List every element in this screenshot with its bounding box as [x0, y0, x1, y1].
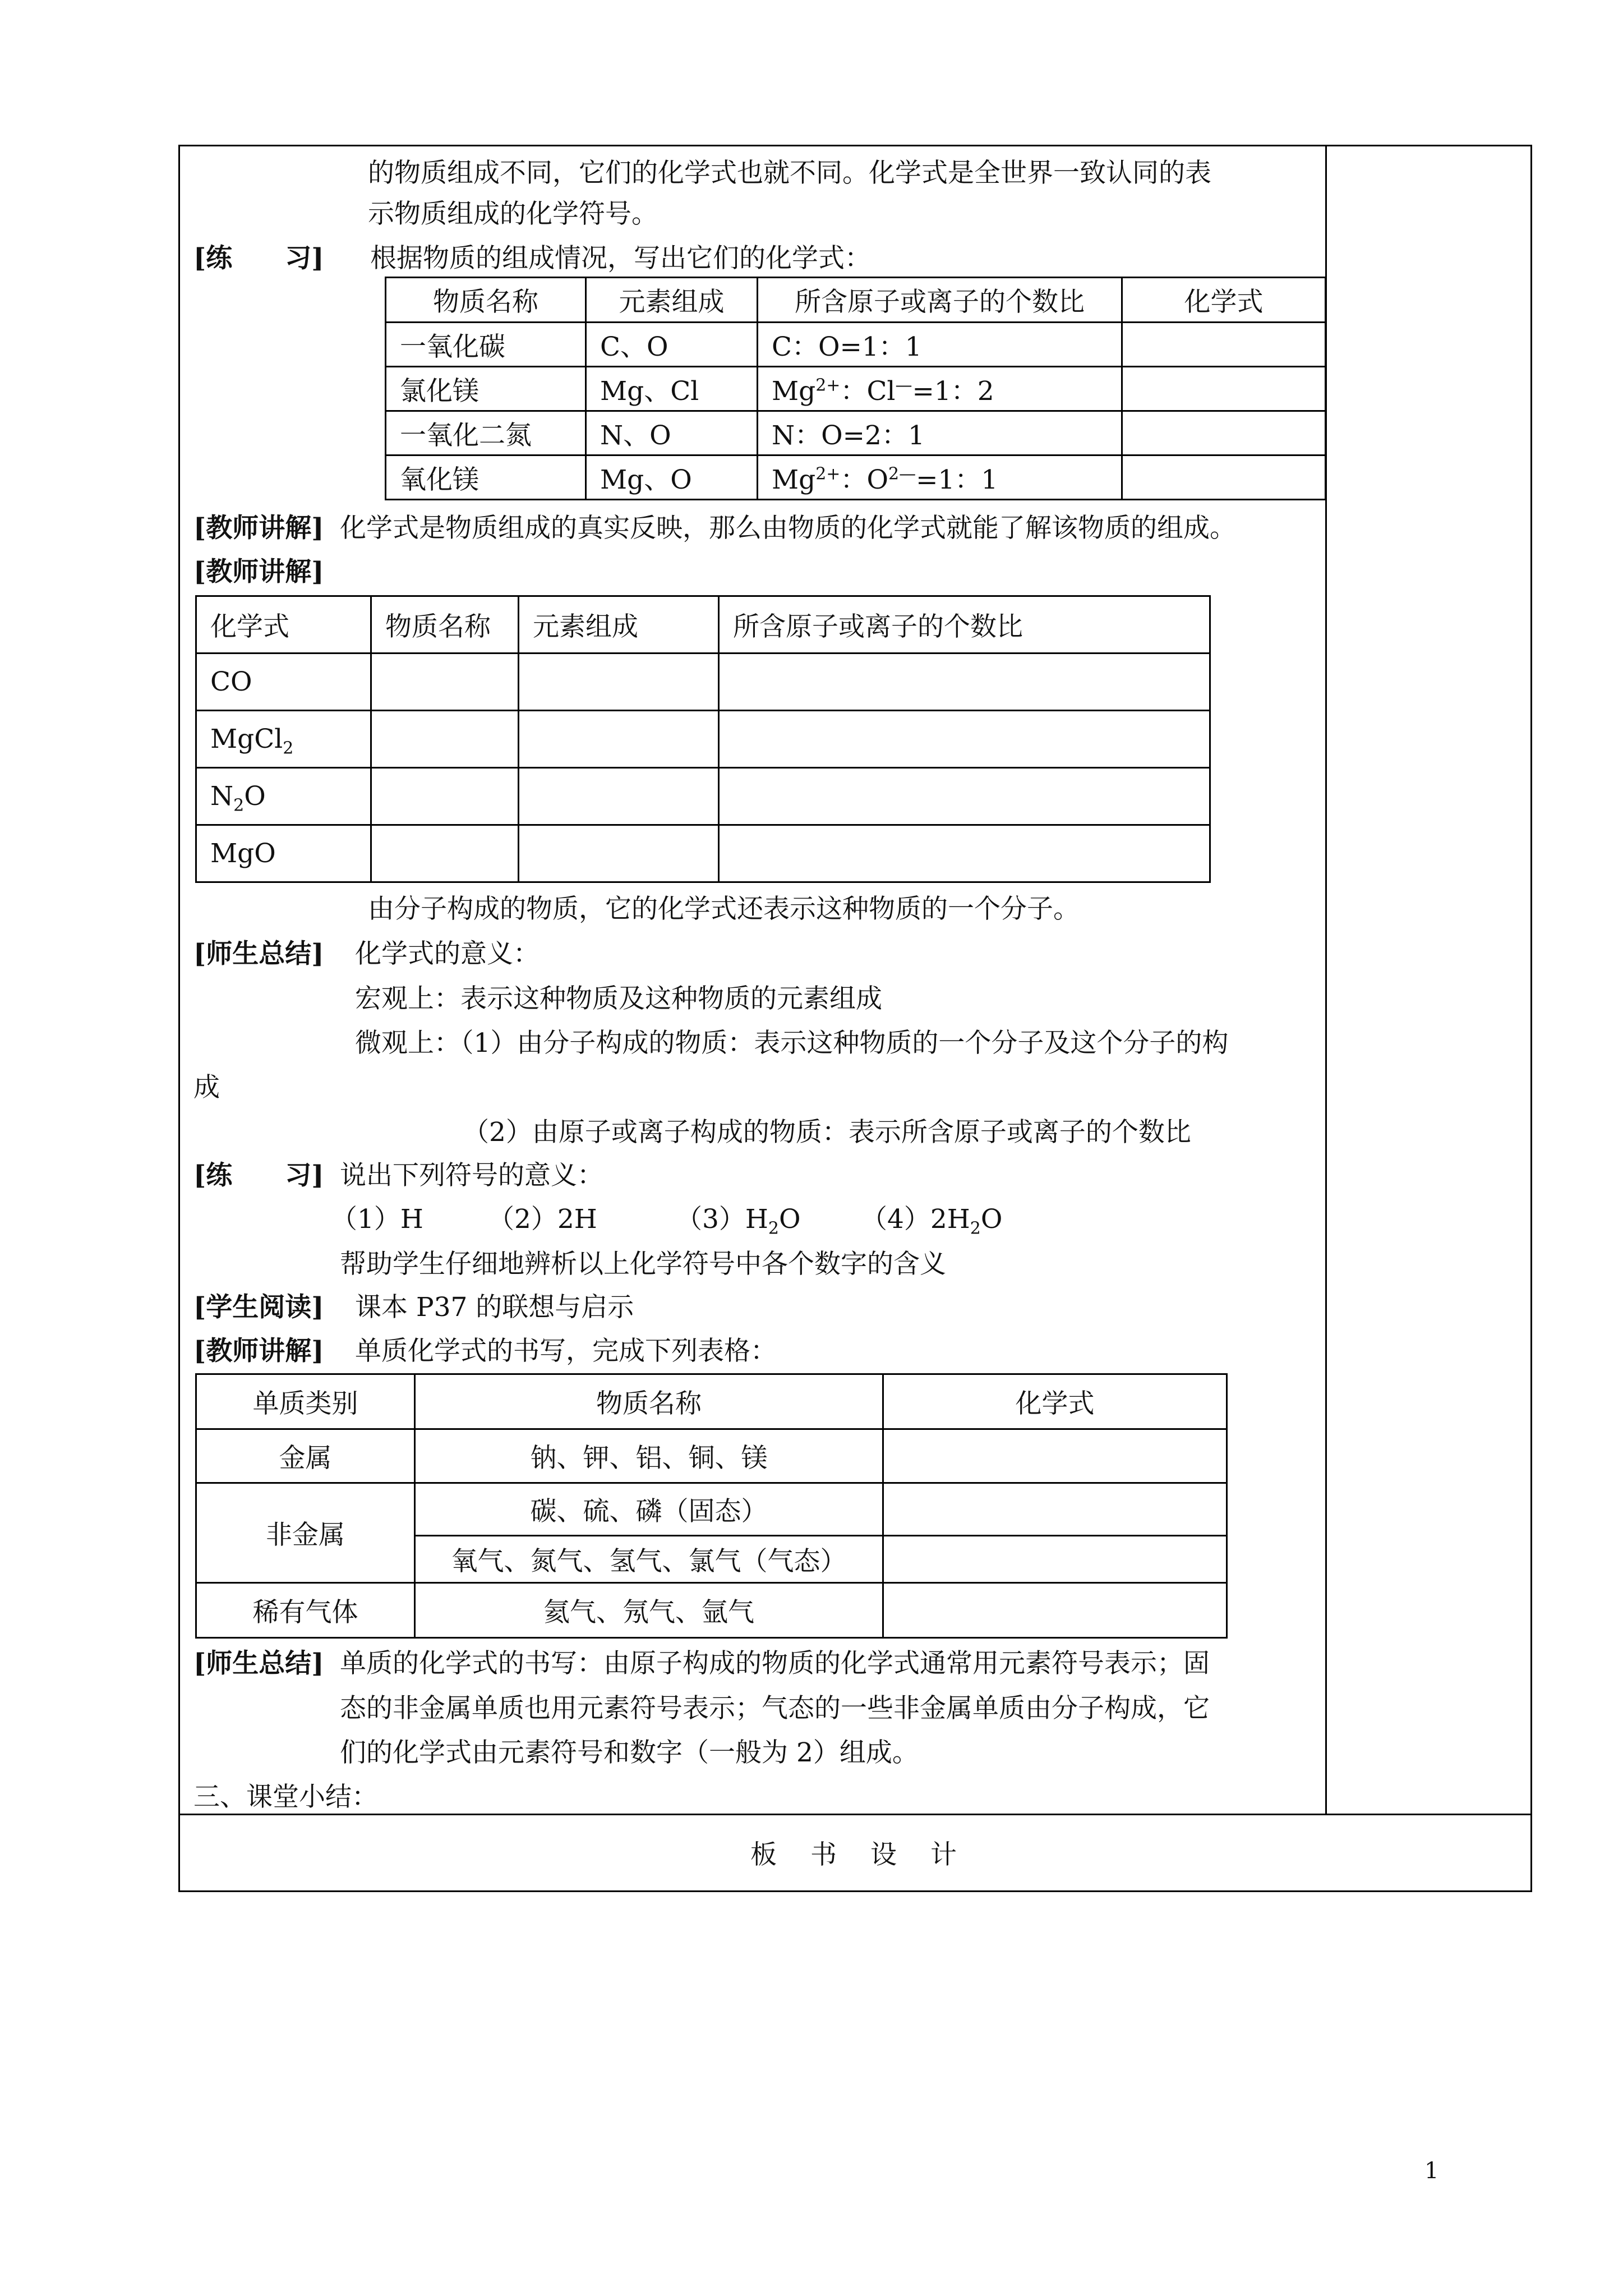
name-blank[interactable]: [371, 768, 519, 825]
macro-meaning: 宏观上：表示这种物质及这种物质的元素组成: [355, 983, 882, 1014]
ratio-blank[interactable]: [719, 654, 1210, 711]
element-composition: C、O: [586, 323, 758, 367]
substance-name: 一氧化碳: [386, 323, 586, 367]
header-cell: 所含原子或离子的个数比: [758, 278, 1122, 323]
header-cell: 物质名称: [386, 278, 586, 323]
header-cell: 物质名称: [371, 596, 519, 654]
summary-label: [师生总结]: [193, 1648, 324, 1679]
element-formula-table: [195, 1373, 1228, 1639]
category-cell: 非金属: [196, 1483, 415, 1583]
table-row: [386, 411, 1326, 455]
table-row: [386, 367, 1326, 411]
formula-blank[interactable]: [883, 1536, 1227, 1583]
formula-blank[interactable]: [883, 1429, 1227, 1483]
symbol-4: $(4)2H_2O$: [861, 1204, 1003, 1239]
practice-text: 根据物质的组成情况，写出它们的化学式：: [370, 243, 871, 274]
micro-meaning-2: （2）由原子或离子构成的物质：表示所含原子或离子的个数比: [463, 1117, 1191, 1148]
table-row: [196, 1583, 1227, 1638]
element-composition: Mg、O: [586, 455, 758, 500]
formula-blank[interactable]: [1122, 411, 1326, 455]
summary-line-1: 单质的化学式的书写：由原子构成的物质的化学式通常用元素符号表示；固: [340, 1648, 1210, 1679]
composition-table: [385, 277, 1326, 500]
ratio-blank[interactable]: [719, 711, 1210, 768]
substance-names: 氦气、氖气、氩气: [415, 1583, 883, 1638]
reading-text: 课本 P37 的联想与启示: [355, 1292, 634, 1323]
formula-blank[interactable]: [883, 1483, 1227, 1536]
ratio-blank[interactable]: [719, 768, 1210, 825]
ion-ratio: $Mg^{2+}$：Cl—=1：2: [758, 367, 1122, 411]
composition-blank[interactable]: [519, 825, 719, 882]
header-cell: 物质名称: [415, 1374, 883, 1429]
micro-meaning-1: 微观上：（1）由分子构成的物质：表示这种物质的一个分子及这个分子的构: [355, 1028, 1229, 1059]
substance-names: 碳、硫、磷（固态）: [415, 1483, 883, 1536]
symbol-1: （1）H: [331, 1204, 423, 1235]
substance-name: 氧化镁: [386, 455, 586, 500]
teacher-label: [教师讲解]: [193, 513, 324, 544]
atom-ratio: N：O=2：1: [758, 411, 1122, 455]
table-row: [196, 825, 1210, 882]
molecule-note: 由分子构成的物质，它的化学式还表示这种物质的一个分子。: [368, 894, 1080, 924]
name-blank[interactable]: [371, 711, 519, 768]
formula-blank[interactable]: [883, 1583, 1227, 1638]
practice-label: [练 习]: [193, 1160, 324, 1191]
intro-line-2: 示物质组成的化学符号。: [368, 199, 658, 229]
summary-text: 化学式的意义：: [355, 938, 540, 969]
help-text: 帮助学生仔细地辨析以上化学符号中各个数字的含义: [340, 1249, 946, 1280]
symbol-2: （2）2H: [488, 1204, 597, 1235]
substance-name: 一氧化二氮: [386, 411, 586, 455]
summary-line-3: 们的化学式由元素符号和数字（一般为 2）组成。: [340, 1737, 919, 1768]
substance-names: 钠、钾、铝、铜、镁: [415, 1429, 883, 1483]
table-row: [196, 768, 1210, 825]
practice-label: [练 习]: [193, 243, 324, 274]
category-cell: 金属: [196, 1429, 415, 1483]
formula-cell: CO: [196, 654, 371, 711]
formula-cell: MgCl$_2$: [196, 711, 371, 768]
table-row: [196, 711, 1210, 768]
table-row: [196, 1483, 1227, 1536]
teacher-label: [教师讲解]: [193, 556, 324, 587]
table-row: [196, 1429, 1227, 1483]
composition-blank[interactable]: [519, 768, 719, 825]
name-blank[interactable]: [371, 654, 519, 711]
micro-meaning-1-cont: 成: [193, 1072, 220, 1103]
right-column-frame: [1325, 145, 1532, 1815]
table-row: [386, 323, 1326, 367]
composition-blank[interactable]: [519, 711, 719, 768]
teacher-label: [教师讲解]: [193, 1336, 324, 1366]
table-row: [386, 455, 1326, 500]
section-3-heading: 三、课堂小结：: [193, 1782, 378, 1812]
formula-cell: $N_2O$: [196, 768, 371, 825]
header-cell: 所含原子或离子的个数比: [719, 596, 1210, 654]
ion-ratio: $Mg^{2+}$：$O^{2—}=1$：1: [758, 455, 1122, 500]
table-header-row: [196, 1374, 1227, 1429]
category-cell: 稀有气体: [196, 1583, 415, 1638]
formula-cell: MgO: [196, 825, 371, 882]
page-number: 1: [1424, 2158, 1439, 2184]
table-header-row: [386, 278, 1326, 323]
summary-label: [师生总结]: [193, 938, 324, 969]
teacher-text: 单质化学式的书写，完成下列表格：: [355, 1336, 777, 1366]
element-composition: Mg、Cl: [586, 367, 758, 411]
table-row: [196, 654, 1210, 711]
element-composition: N、O: [586, 411, 758, 455]
symbol-3: $(3)H_2O$: [676, 1204, 801, 1239]
header-cell: 化学式: [196, 596, 371, 654]
header-cell: 元素组成: [586, 278, 758, 323]
practice-text: 说出下列符号的意义：: [340, 1160, 603, 1191]
summary-line-2: 态的非金属单质也用元素符号表示；气态的一些非金属单质由分子构成，它: [340, 1693, 1210, 1724]
formula-blank[interactable]: [1122, 455, 1326, 500]
formula-meaning-table: [195, 595, 1211, 883]
formula-blank[interactable]: [1122, 367, 1326, 411]
name-blank[interactable]: [371, 825, 519, 882]
intro-line-1: 的物质组成不同，它们的化学式也就不同。化学式是全世界一致认同的表: [368, 158, 1211, 188]
ratio-blank[interactable]: [719, 825, 1210, 882]
header-cell: 单质类别: [196, 1374, 415, 1429]
table-header-row: [196, 596, 1210, 654]
substance-names: 氧气、氮气、氢气、氯气（气态）: [415, 1536, 883, 1583]
atom-ratio: C：O=1：1: [758, 323, 1122, 367]
formula-blank[interactable]: [1122, 323, 1326, 367]
board-design-title: 板书设计: [750, 1839, 990, 1870]
teacher-text: 化学式是物质组成的真实反映，那么由物质的化学式就能了解该物质的组成。: [340, 513, 1236, 544]
composition-blank[interactable]: [519, 654, 719, 711]
header-cell: 化学式: [1122, 278, 1326, 323]
header-cell: 元素组成: [519, 596, 719, 654]
substance-name: 氯化镁: [386, 367, 586, 411]
reading-label: [学生阅读]: [193, 1292, 324, 1323]
header-cell: 化学式: [883, 1374, 1227, 1429]
